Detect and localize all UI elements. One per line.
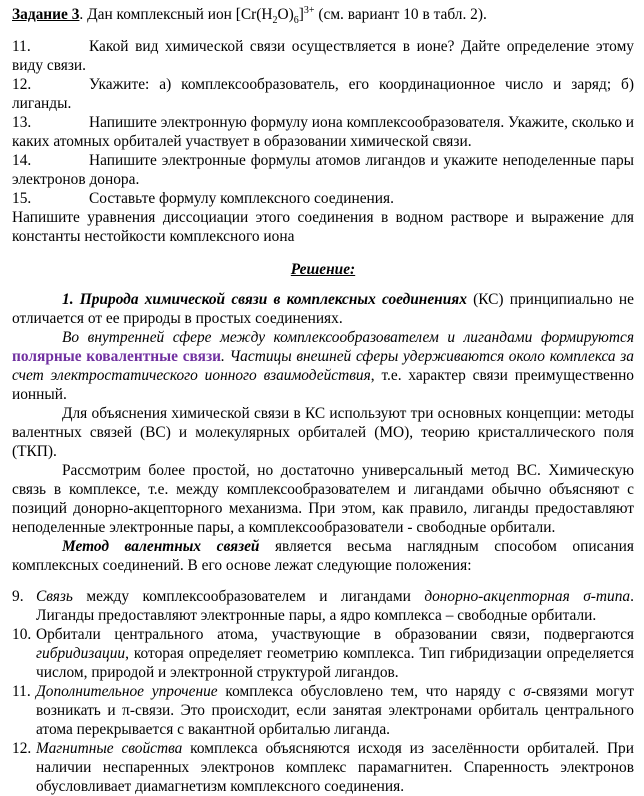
list-item: 9. Связь между комплексообразователем и лигандами донорно-акцепторная σ-типа. Лиганды предоставляют электронные пары, а ядро комплекса – свободные орбитали.: [12, 588, 634, 624]
task-item: 13. Напишите электронную формулу иона комплексообразователя. Укажите, сколько и каких атомных орбиталей участвует в образовании химической связи.: [12, 114, 634, 150]
list-item: 10. Орбитали центрального атома, участвующие в образовании связи, подвергаются гибридизации, которая определяет геометрию комплекса. Тип гибридизации определяется числом, природой и электронной структурой лигандов.: [12, 626, 634, 681]
paragraph: Во внутренней сфере между комплексообразователем и лигандами формируются полярные ковалентные связи. Частицы внешней сферы удерживаются около комплекса за счет электростатического ионного взаимодействия, т.е. характер связи преимущественно ионный.: [12, 329, 634, 403]
paragraph: Метод валентных связей является весьма наглядным способом описания комплексных соединений. В его основе лежат следующие положения:: [12, 538, 634, 574]
list-item: 11. Дополнительное упрочение комплекса обусловлено тем, что наряду с σ-связями могут возникать и π-связи. Это происходит, если занятая электронами орбиталь центрального атома перекрывается с вакантной орбиталью лиганда.: [12, 683, 634, 738]
task-extra: Напишите уравнения диссоциации этого соединения в водном растворе и выражение для константы нестойкости комплексного иона: [12, 209, 634, 245]
highlight-term: полярные ковалентные связи: [12, 348, 222, 365]
numbered-list: [12, 587, 634, 796]
task-item: 12. Укажите: а) комплексообразователь, его координационное число и заряд; б) лиганды.: [12, 76, 634, 112]
paragraph: Рассмотрим более простой, но достаточно универсальный метод ВС. Химическую связь в комплексе, т.е. между комплексообразователем и лигандами обычно объясняют с позиций донорно-акцепторного механизма. При этом, как правило, лиганды предоставляют неподеленные электронные пары, а комплексообразователи - свободные орбитали.: [12, 462, 634, 536]
task-label: Задание 3: [12, 6, 80, 23]
task-header: Задание 3. Дан комплексный ион $[Cr(H_2O)_6]^{3+}$ (см. вариант 10 в табл. 2).: [12, 4, 487, 27]
paragraph: Для объяснения химической связи в КС используют три основных концепции: методы валентных связей (ВС) и молекулярных орбиталей (МО), теорию кристаллического поля (ТКП).: [12, 405, 634, 460]
list-item: 12. Магнитные свойства комплекса объясняются исходя из заселённости орбиталей. При наличии неспаренных электронов комплекс парамагнитен. Спаренность электронов обусловливает диамагнетизм комплексного соединения.: [12, 740, 634, 795]
solution-title: Решение:: [290, 261, 356, 278]
task-item: 14. Напишите электронные формулы атомов лигандов и укажите неподеленные пары электронов донора.: [12, 152, 634, 188]
paragraph: 1. Природа химической связи в комплексных соединениях (КС) принципиально не отличается от ее природы в простых соединениях.: [12, 291, 634, 327]
task-item: 11. Какой вид химической связи осуществляется в ионе? Дайте определение этому виду связи.: [12, 38, 634, 74]
task-item: 15. Составьте формулу комплексного соединения.: [12, 190, 394, 207]
task-list: [12, 37, 634, 246]
